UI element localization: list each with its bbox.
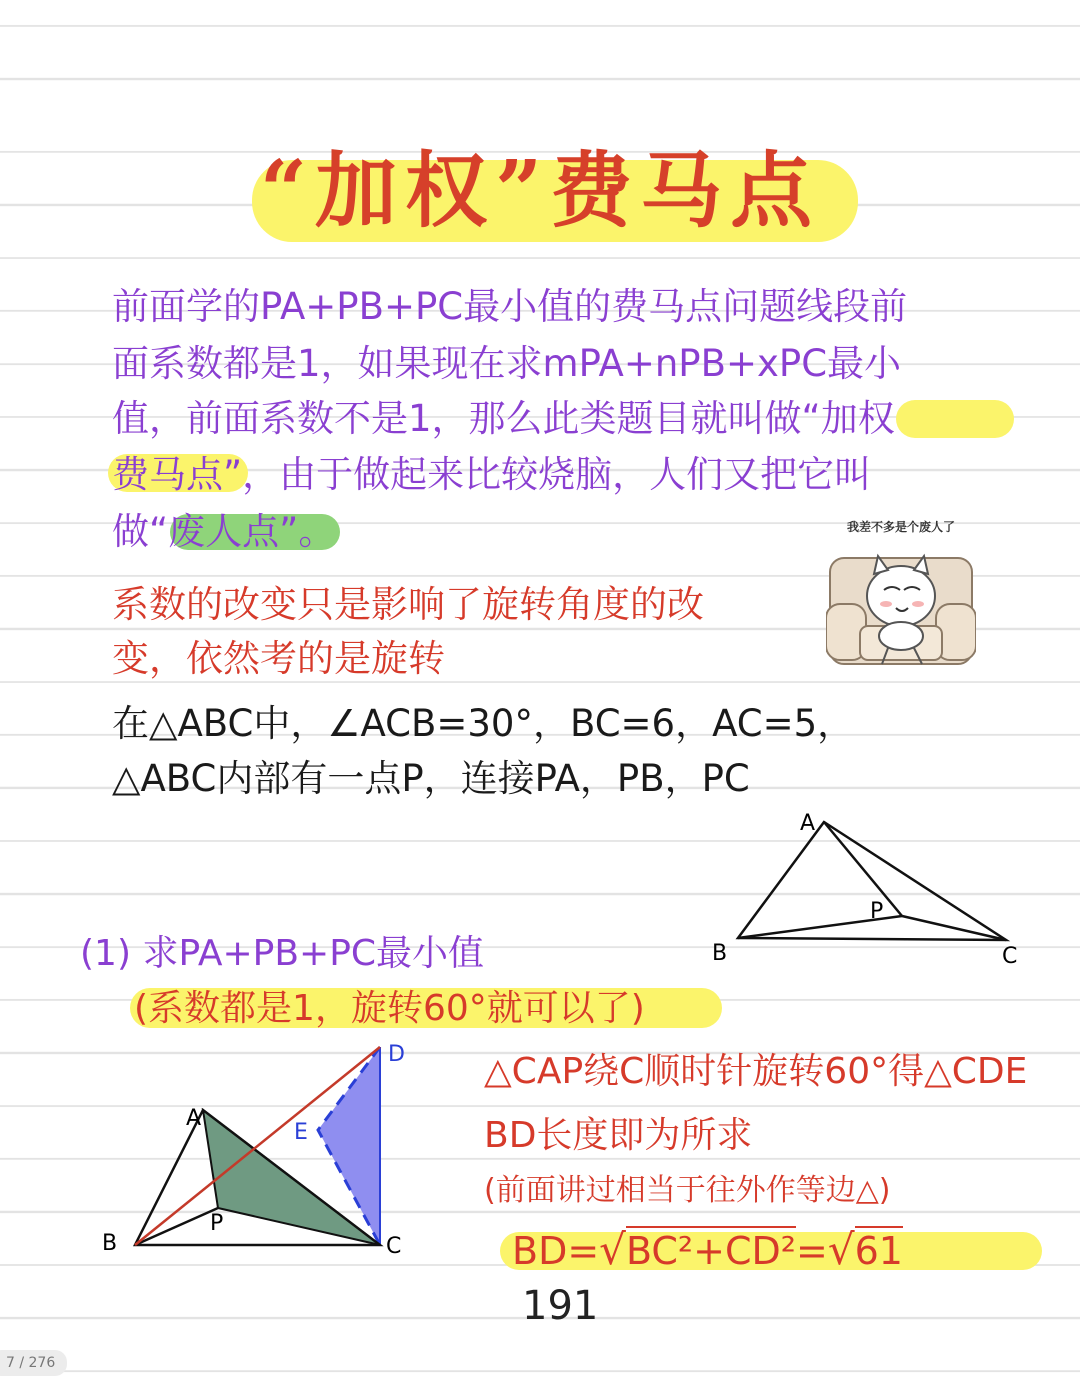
intro-line-3: 值，前面系数不是1，那么此类题目就叫做“加权: [112, 397, 895, 440]
fig2-label-d: D: [388, 1042, 405, 1067]
figure-rotation: [90, 1035, 430, 1260]
page-title: “加权”费马点: [259, 143, 821, 239]
page-counter: 7 / 276: [0, 1350, 67, 1376]
sqrt-sign-2: √: [827, 1225, 855, 1274]
intro-line-1: 前面学的PA+PB+PC最小值的费马点问题线段前: [112, 285, 908, 328]
formula-lhs: BD=: [512, 1229, 600, 1273]
solution-line-2: BD长度即为所求: [484, 1115, 753, 1156]
fig2-label-a: A: [186, 1106, 202, 1131]
problem-line-2: △ABC内部有一点P，连接PA，PB，PC: [112, 757, 750, 800]
intro-line-4: 费马点”，由于做起来比较烧脑，人们又把它叫: [112, 453, 872, 496]
question-1-hint: (系数都是1，旋转60°就可以了): [134, 988, 645, 1029]
segment-pa: [824, 822, 902, 916]
solution-line-3: (前面讲过相当于往外作等边△): [484, 1173, 891, 1208]
fig1-label-c: C: [1002, 944, 1018, 969]
intro-line-5: 做“废人点”。: [112, 510, 336, 553]
problem-line-1: 在△ABC中，∠ACB=30°，BC=6，AC=5，: [112, 702, 855, 745]
highlight-jiaquan-1: [896, 400, 1014, 438]
sticker-caption: 我差不多是个废人了: [846, 520, 955, 534]
intro-line-2: 面系数都是1，如果现在求mPA+nPB+xPC最小: [112, 342, 902, 385]
segment-pb-2: [135, 1208, 218, 1245]
fig2-label-c: C: [386, 1234, 402, 1259]
segment-pc: [902, 916, 1006, 940]
fig1-label-a: A: [800, 811, 816, 836]
note-line-1: 系数的改变只是影响了旋转角度的改: [112, 583, 704, 626]
solution-line-1: △CAP绕C顺时针旋转60°得△CDE: [484, 1051, 1028, 1092]
cat-on-sofa-icon: [826, 518, 976, 668]
fig2-label-p: P: [210, 1211, 224, 1236]
fig1-label-p: P: [870, 899, 884, 924]
fig2-label-b: B: [102, 1231, 118, 1256]
fig1-label-b: B: [712, 941, 728, 966]
formula-radicand-1: BC²+CD²: [626, 1226, 796, 1273]
formula: [512, 1225, 903, 1274]
note-line-2: 变，依然考的是旋转: [112, 637, 445, 680]
page-number: 191: [522, 1283, 599, 1329]
sqrt-sign: √: [599, 1225, 626, 1274]
formula-radicand-2: 61: [855, 1226, 903, 1273]
question-1-title: (1) 求PA+PB+PC最小值: [80, 933, 485, 974]
figure-triangle-abc: [700, 800, 1040, 975]
fig2-label-e: E: [294, 1120, 308, 1145]
sticker-image: [826, 518, 976, 668]
formula-eq: =: [795, 1229, 828, 1273]
